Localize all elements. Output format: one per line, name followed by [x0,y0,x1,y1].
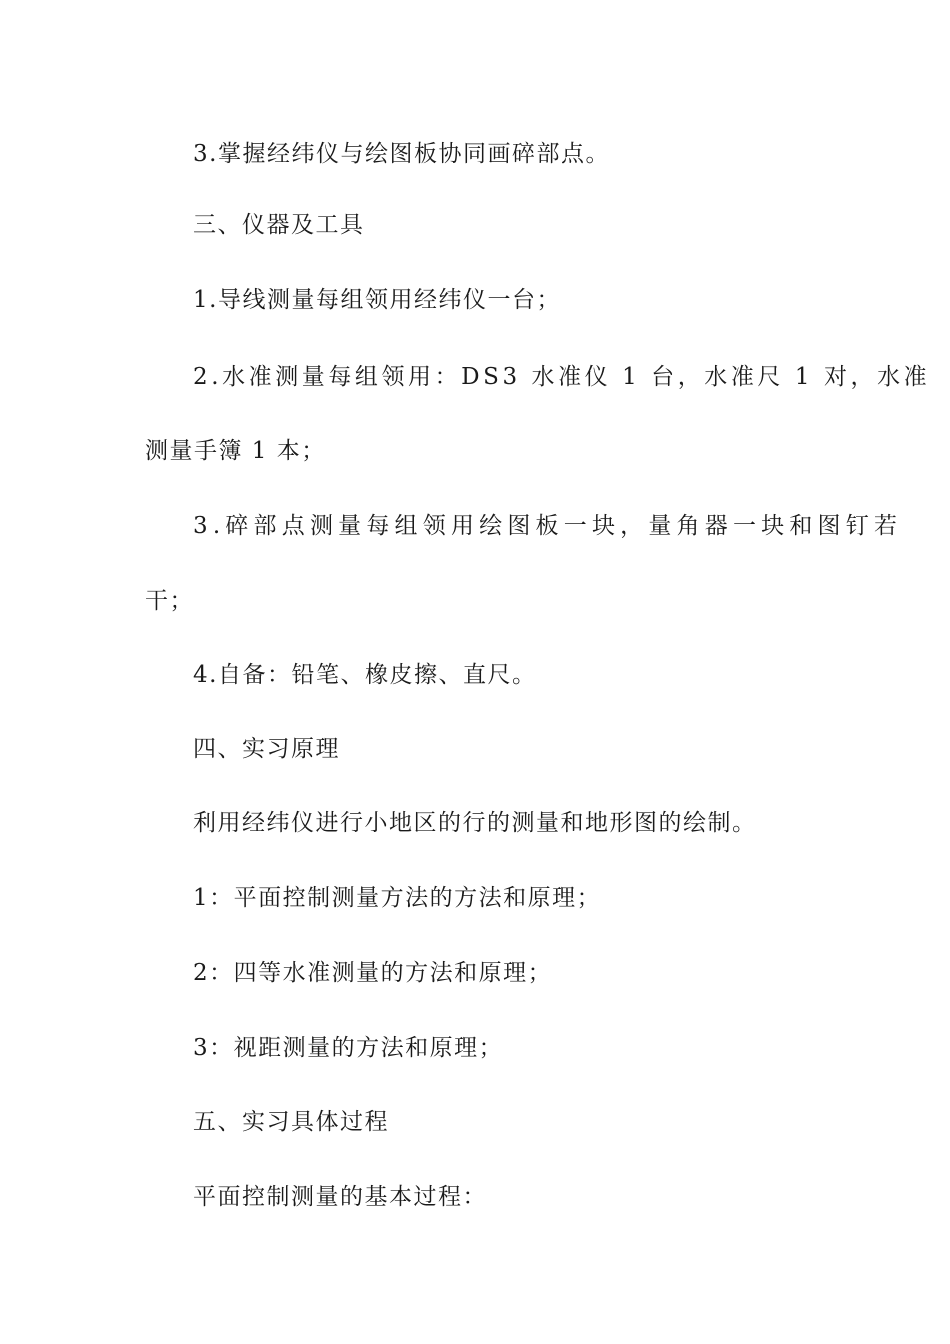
text-line-8: 4.自备：铅笔、橡皮擦、直尺。 [193,662,537,688]
text-line-13: 3：视距测量的方法和原理； [193,1035,504,1061]
text-line-4: 2.水准测量每组领用：DS3 水准仪 1 台，水准尺 1 对，水准 [193,364,931,390]
text-line-15: 平面控制测量的基本过程： [193,1184,487,1210]
text-line-6: 3.碎部点测量每组领用绘图板一块，量角器一块和图钉若 [193,513,903,539]
section-heading-process: 五、实习具体过程 [193,1109,389,1135]
section-heading-instruments: 三、仪器及工具 [193,212,365,238]
text-line-12: 2：四等水准测量的方法和原理； [193,960,553,986]
text-line-11: 1：平面控制测量方法的方法和原理； [193,885,602,911]
text-line-3: 1.导线测量每组领用经纬仪一台； [193,287,561,313]
text-line-5: 测量手簿 1 本； [145,438,326,464]
text-line-7: 干； [145,588,194,614]
section-heading-principle: 四、实习原理 [193,736,340,762]
text-line-1: 3.掌握经纬仪与绘图板协同画碎部点。 [193,141,610,167]
text-line-10: 利用经纬仪进行小地区的行的测量和地形图的绘制。 [193,810,757,836]
